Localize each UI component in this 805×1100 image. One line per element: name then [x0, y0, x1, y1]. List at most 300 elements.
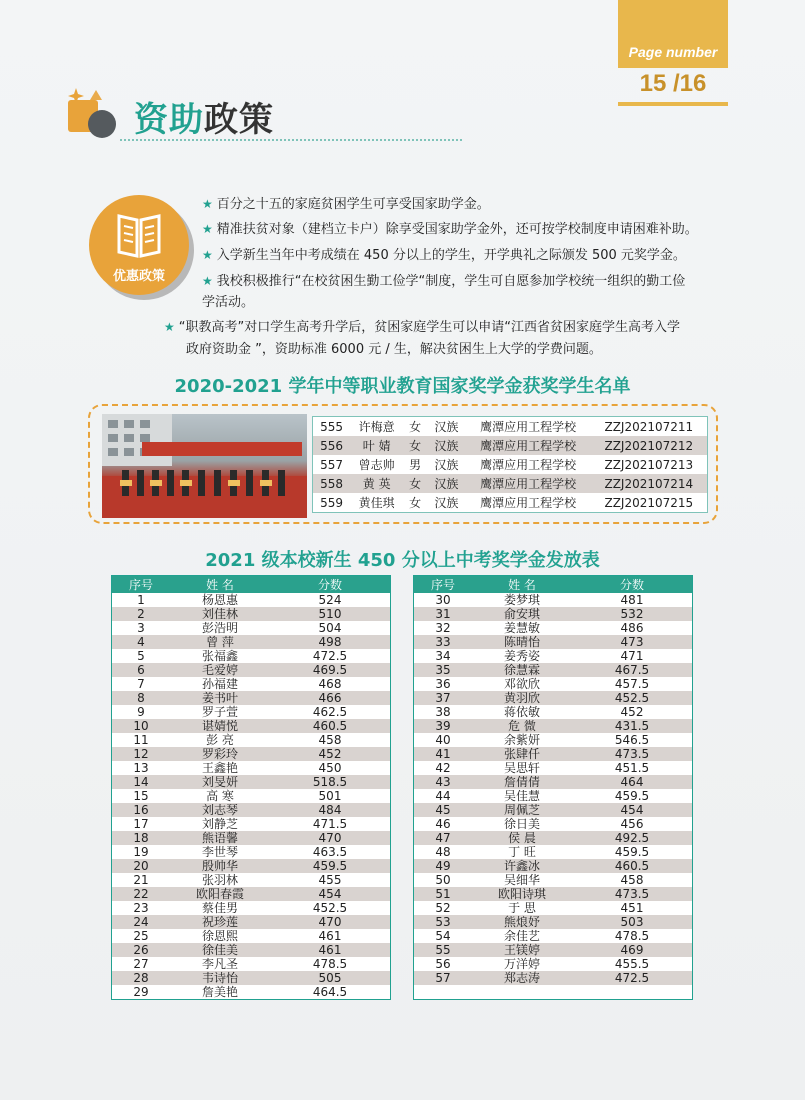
table-cell: 于 思 [508, 901, 536, 915]
table-row [414, 607, 693, 621]
table-row [112, 705, 391, 719]
table-cell: 39 [435, 719, 451, 733]
table-cell: 彭 亮 [206, 733, 234, 747]
table-cell: 许梅意 [358, 420, 395, 434]
table-cell: 1 [137, 593, 145, 607]
table-cell [572, 985, 693, 1000]
table-cell: 6 [137, 663, 145, 677]
table-cell: 蔡佳男 [201, 901, 238, 915]
table-cell: 男 [409, 458, 422, 472]
table-cell: 16 [133, 803, 149, 817]
table-cell: 43 [435, 775, 451, 789]
table-cell: 473.5 [614, 887, 650, 901]
table-cell: ZZJ202107212 [604, 438, 694, 453]
table-cell: 452 [620, 705, 644, 719]
table-cell: 532 [620, 607, 644, 621]
table-row [112, 733, 391, 747]
table-cell: 余佳艺 [503, 929, 540, 943]
table-cell: 鹰潭应用工程学校 [480, 439, 577, 453]
table-row [414, 789, 693, 803]
table-cell: 23 [133, 901, 149, 915]
table-cell: 刘佳林 [201, 607, 238, 621]
score-table-right [413, 575, 693, 1000]
table-cell: 25 [133, 929, 149, 943]
table-cell: 17 [133, 817, 149, 831]
table-cell: 张肆仟 [503, 747, 540, 761]
table-row [414, 901, 693, 915]
table-cell: 473.5 [614, 747, 650, 761]
table-row [414, 985, 693, 1000]
table-cell: 452.5 [312, 901, 348, 915]
table-cell: 486 [620, 621, 644, 635]
table-cell: 20 [133, 859, 149, 873]
table-cell: 2 [137, 607, 145, 621]
table-cell: 詹倩倩 [503, 775, 540, 789]
table-cell: 461 [318, 943, 342, 957]
table-row [112, 747, 391, 761]
policy-item: ★ 精准扶贫对象（建档立卡户）除享受国家助学金外，还可按学校制度申请困难补助。 [202, 222, 698, 237]
table-row [414, 747, 693, 761]
table-row [112, 971, 391, 985]
table-row [414, 859, 693, 873]
table-row [414, 831, 693, 845]
table-row [112, 901, 391, 915]
table-cell: 11 [133, 733, 149, 747]
table-row [112, 649, 391, 663]
table-cell: 吴思轩 [503, 761, 540, 775]
column-header-score: 分数 [572, 576, 693, 594]
table-cell: 鹰潭应用工程学校 [480, 496, 577, 510]
table-row [112, 803, 391, 817]
table-cell: 鹰潭应用工程学校 [480, 420, 577, 434]
table-cell: 曾志帅 [358, 458, 395, 472]
table-cell: 464.5 [312, 985, 348, 999]
table-cell: 45 [435, 803, 451, 817]
column-header-score: 分数 [270, 576, 391, 594]
table-cell: ZZJ202107211 [604, 419, 694, 434]
table-cell: 464 [620, 775, 644, 789]
score-table-title: 2021 级本校新生 450 分以上中考奖学金发放表 [205, 550, 600, 571]
table-cell: 459.5 [614, 845, 650, 859]
table-cell: 7 [137, 677, 145, 691]
table-cell: 524 [318, 593, 342, 607]
table-row [414, 663, 693, 677]
policy-item: ★ “职教高考”对口学生高考升学后，贫困家庭学生可以申请“江西省贫困家庭学生高考入学 [164, 320, 680, 335]
table-cell: 李凡圣 [201, 957, 238, 971]
table-cell: 559 [320, 495, 344, 510]
table-row [112, 691, 391, 705]
table-cell: 466 [318, 691, 342, 705]
table-cell: ZZJ202107214 [604, 476, 694, 491]
table-cell: 郑志涛 [503, 971, 540, 985]
table-cell: 557 [320, 457, 344, 472]
table-cell: 罗彩玲 [201, 747, 238, 761]
page-number-label: Page number [628, 44, 718, 60]
table-cell: 33 [435, 635, 451, 649]
table-row [414, 845, 693, 859]
table-cell: 472.5 [614, 971, 650, 985]
table-cell: 470 [318, 915, 342, 929]
policy-badge [89, 195, 189, 295]
page-number-tab [618, 0, 728, 68]
table-row [112, 915, 391, 929]
table-cell: 吴佳慧 [503, 789, 540, 803]
table-row [414, 635, 693, 649]
score-table-left [111, 575, 391, 1000]
table-cell: 467.5 [614, 663, 650, 677]
table-cell: 徐日美 [503, 817, 540, 831]
star-icon: ★ [164, 320, 175, 334]
table-cell: 女 [409, 420, 422, 434]
table-cell: 丁 旺 [508, 845, 536, 859]
table-cell: 娄梦琪 [503, 593, 540, 607]
table-cell: 姜书叶 [201, 691, 238, 705]
table-cell: 558 [320, 476, 344, 491]
table-cell: 韦诗怡 [201, 971, 238, 985]
table-cell: 24 [133, 915, 149, 929]
table-cell: 汉族 [434, 439, 459, 453]
table-cell: 469 [620, 943, 644, 957]
table-row [414, 915, 693, 929]
table-cell: 刘志琴 [201, 803, 238, 817]
table-cell: 50 [435, 873, 451, 887]
table-row [112, 873, 391, 887]
table-row [112, 845, 391, 859]
table-cell: 498 [318, 635, 342, 649]
table-cell: 10 [133, 719, 149, 733]
table-row [414, 761, 693, 775]
table-cell: 4 [137, 635, 145, 649]
table-row [313, 417, 708, 437]
table-cell: 470 [318, 831, 342, 845]
table-cell: 彭浩明 [201, 621, 238, 635]
column-header-name: 姓 名 [472, 576, 572, 594]
table-cell: 孙福建 [201, 677, 238, 691]
table-cell: 高 寒 [206, 789, 234, 803]
policy-item-continued: 政府资助金 ”，资助标准 6000 元 / 生，解决贫困生上大学的学费问题。 [186, 342, 602, 357]
table-cell: 姜秀姿 [503, 649, 540, 663]
table-cell: 458 [318, 733, 342, 747]
table-row [414, 649, 693, 663]
star-icon: ★ [202, 197, 213, 211]
table-row [414, 691, 693, 705]
table-cell: 15 [133, 789, 149, 803]
table-row [112, 831, 391, 845]
policy-item: ★ 我校积极推行“在校贫困生勤工俭学“制度，学生可自愿参加学校统一组织的勤工俭 [202, 274, 686, 289]
table-cell: 48 [435, 845, 451, 859]
table-row [414, 887, 693, 901]
table-row [414, 719, 693, 733]
table-row [112, 985, 391, 1000]
table-cell: 危 微 [508, 719, 536, 733]
table-cell: 19 [133, 845, 149, 859]
table-cell: 余紫妍 [503, 733, 540, 747]
table-row [414, 971, 693, 985]
table-cell: 侯 晨 [508, 831, 536, 845]
table-cell: 47 [435, 831, 451, 845]
page-title [134, 92, 274, 141]
table-cell: 14 [133, 775, 149, 789]
table-row [414, 817, 693, 831]
table-cell: 熊烺妤 [503, 915, 540, 929]
table-cell: 555 [320, 419, 344, 434]
table-cell: 12 [133, 747, 149, 761]
table-cell: 32 [435, 621, 451, 635]
table-row [112, 663, 391, 677]
table-cell: 汉族 [434, 420, 459, 434]
table-cell: 452.5 [614, 691, 650, 705]
table-row [112, 817, 391, 831]
table-row [414, 733, 693, 747]
star-icon: ★ [202, 222, 213, 236]
table-cell: 刘旻妍 [201, 775, 238, 789]
table-cell: 许鑫冰 [503, 859, 540, 873]
table-cell: 57 [435, 971, 451, 985]
scholarship-title: 2020-2021 学年中等职业教育国家奖学金获奖学生名单 [174, 376, 631, 397]
column-header-index: 序号 [414, 576, 473, 594]
table-cell: 462.5 [312, 705, 348, 719]
table-cell: 31 [435, 607, 451, 621]
policy-item-continued: 学活动。 [202, 295, 255, 310]
ceremony-illustration [102, 414, 307, 518]
table-row [112, 621, 391, 635]
table-row [414, 775, 693, 789]
table-row [414, 705, 693, 719]
table-cell: 蒋依敏 [503, 705, 540, 719]
table-cell: 30 [435, 593, 451, 607]
table-cell: 503 [620, 915, 644, 929]
table-cell: 36 [435, 677, 451, 691]
table-cell: 451 [620, 901, 644, 915]
table-cell: 451.5 [614, 761, 650, 775]
scholarship-table [312, 416, 708, 513]
table-cell: 484 [318, 803, 342, 817]
table-cell: 457.5 [614, 677, 650, 691]
table-row [414, 929, 693, 943]
table-row [414, 957, 693, 971]
table-cell: 51 [435, 887, 451, 901]
table-cell: 王鑫艳 [201, 761, 238, 775]
table-cell: 毛爱婷 [201, 663, 238, 677]
table-cell: 黄羽欣 [503, 691, 540, 705]
title-shapes-icon [62, 86, 122, 142]
table-cell: 欧阳春霞 [195, 887, 244, 901]
table-row [112, 593, 391, 607]
table-cell: 510 [318, 607, 342, 621]
table-cell [472, 985, 572, 1000]
title-divider [120, 139, 462, 141]
table-cell: 452 [318, 747, 342, 761]
table-row [414, 593, 693, 607]
table-cell: 3 [137, 621, 145, 635]
table-cell: 8 [137, 691, 145, 705]
table-cell: 42 [435, 761, 451, 775]
table-cell: 473 [620, 635, 644, 649]
table-cell: 杨恩惠 [201, 593, 238, 607]
table-cell: 450 [318, 761, 342, 775]
table-cell: 27 [133, 957, 149, 971]
table-cell: 468 [318, 677, 342, 691]
table-cell: 56 [435, 957, 451, 971]
policy-item: ★ 入学新生当年中考成绩在 450 分以上的学生，开学典礼之际颁发 500 元奖学金。 [202, 248, 686, 263]
policy-badge-label: 优惠政策 [112, 269, 165, 284]
column-header-index: 序号 [112, 576, 171, 594]
table-cell: 431.5 [614, 719, 650, 733]
table-cell: 谌婧悦 [201, 719, 238, 733]
table-cell: 501 [318, 789, 342, 803]
table-cell: 40 [435, 733, 451, 747]
table-cell: 罗子萱 [201, 705, 238, 719]
table-cell: 鹰潭应用工程学校 [480, 458, 577, 472]
table-cell: 556 [320, 438, 344, 453]
table-cell [414, 985, 473, 1000]
table-cell: 黄 英 [362, 477, 391, 491]
table-cell: 刘静芝 [201, 817, 238, 831]
table-cell: 55 [435, 943, 451, 957]
table-cell: 女 [409, 496, 422, 510]
table-cell: 徐恩熙 [201, 929, 238, 943]
table-cell: 张福鑫 [201, 649, 238, 663]
table-row [313, 436, 708, 455]
table-row [414, 621, 693, 635]
table-cell: 518.5 [312, 775, 348, 789]
table-cell: 455.5 [614, 957, 650, 971]
table-cell: 53 [435, 915, 451, 929]
table-cell: 44 [435, 789, 451, 803]
table-row [112, 957, 391, 971]
table-cell: 叶 婧 [362, 439, 391, 453]
table-cell: 46 [435, 817, 451, 831]
table-row [112, 761, 391, 775]
star-icon: ★ [202, 274, 213, 288]
table-row [112, 677, 391, 691]
table-cell: 汉族 [434, 458, 459, 472]
table-row [112, 635, 391, 649]
table-cell: ZZJ202107215 [604, 495, 694, 510]
table-cell: 41 [435, 747, 451, 761]
table-cell: 欧阳诗琪 [497, 887, 546, 901]
table-cell: 殷帅华 [201, 859, 238, 873]
table-cell: 49 [435, 859, 451, 873]
table-row [414, 943, 693, 957]
table-cell: 徐佳美 [201, 943, 238, 957]
table-cell: 9 [137, 705, 145, 719]
table-row [112, 607, 391, 621]
star-icon: ★ [202, 248, 213, 262]
table-cell: 汉族 [434, 477, 459, 491]
table-cell: 471 [620, 649, 644, 663]
table-row [313, 455, 708, 474]
table-cell: 18 [133, 831, 149, 845]
table-row [112, 887, 391, 901]
table-row [313, 493, 708, 513]
table-cell: 478.5 [614, 929, 650, 943]
table-cell: 472.5 [312, 649, 348, 663]
table-cell: 徐慧霖 [503, 663, 540, 677]
table-cell: 李世琴 [201, 845, 238, 859]
table-cell: 454 [620, 803, 644, 817]
table-cell: 万洋婷 [503, 957, 540, 971]
table-cell: 姜慧敏 [503, 621, 540, 635]
table-row [112, 775, 391, 789]
table-cell: ZZJ202107213 [604, 457, 694, 472]
table-cell: 459.5 [312, 859, 348, 873]
table-cell: 463.5 [312, 845, 348, 859]
table-cell: 邓欲欣 [503, 677, 540, 691]
table-cell: 460.5 [312, 719, 348, 733]
table-row [414, 677, 693, 691]
table-cell: 456 [620, 817, 644, 831]
page-number: 15 /16 [639, 70, 707, 97]
table-row [112, 859, 391, 873]
table-cell: 21 [133, 873, 149, 887]
table-cell: 481 [620, 593, 644, 607]
table-cell: 黄佳琪 [358, 496, 395, 510]
table-cell: 22 [133, 887, 149, 901]
table-cell: 461 [318, 929, 342, 943]
table-cell: 469.5 [312, 663, 348, 677]
table-row [112, 929, 391, 943]
table-cell: 张羽林 [201, 873, 238, 887]
table-cell: 460.5 [614, 859, 650, 873]
table-cell: 陈晴怡 [503, 635, 540, 649]
table-cell: 29 [133, 985, 149, 999]
table-cell: 458 [620, 873, 644, 887]
table-cell: 35 [435, 663, 451, 677]
table-cell: 26 [133, 943, 149, 957]
table-cell: 52 [435, 901, 451, 915]
table-cell: 28 [133, 971, 149, 985]
table-cell: 454 [318, 887, 342, 901]
table-cell: 37 [435, 691, 451, 705]
table-row [414, 873, 693, 887]
table-cell: 13 [133, 761, 149, 775]
award-ceremony-photo [102, 414, 307, 518]
table-cell: 熊语馨 [201, 831, 238, 845]
table-cell: 34 [435, 649, 451, 663]
table-cell: 5 [137, 649, 145, 663]
table-row [112, 789, 391, 803]
table-cell: 471.5 [312, 817, 348, 831]
table-cell: 女 [409, 439, 422, 453]
table-cell: 女 [409, 477, 422, 491]
table-cell: 王镁婷 [503, 943, 540, 957]
page-title-highlight: 资助 [134, 100, 204, 140]
table-cell: 478.5 [312, 957, 348, 971]
table-cell: 曾 萍 [206, 635, 234, 649]
book-icon [115, 210, 163, 260]
table-row [112, 943, 391, 957]
column-header-name: 姓 名 [170, 576, 270, 594]
page-number-underline [618, 102, 728, 106]
table-cell: 455 [318, 873, 342, 887]
table-row [112, 719, 391, 733]
page-title-rest: 政策 [204, 100, 274, 140]
table-cell: 504 [318, 621, 342, 635]
table-row [313, 474, 708, 493]
table-cell: 詹美艳 [201, 985, 238, 999]
table-cell: 459.5 [614, 789, 650, 803]
table-cell: 38 [435, 705, 451, 719]
table-cell: 鹰潭应用工程学校 [480, 477, 577, 491]
table-cell: 54 [435, 929, 451, 943]
table-cell: 汉族 [434, 496, 459, 510]
table-cell: 祝珍莲 [201, 915, 238, 929]
table-cell: 吴细华 [503, 873, 540, 887]
table-row [414, 803, 693, 817]
table-cell: 505 [318, 971, 342, 985]
table-cell: 546.5 [614, 733, 650, 747]
